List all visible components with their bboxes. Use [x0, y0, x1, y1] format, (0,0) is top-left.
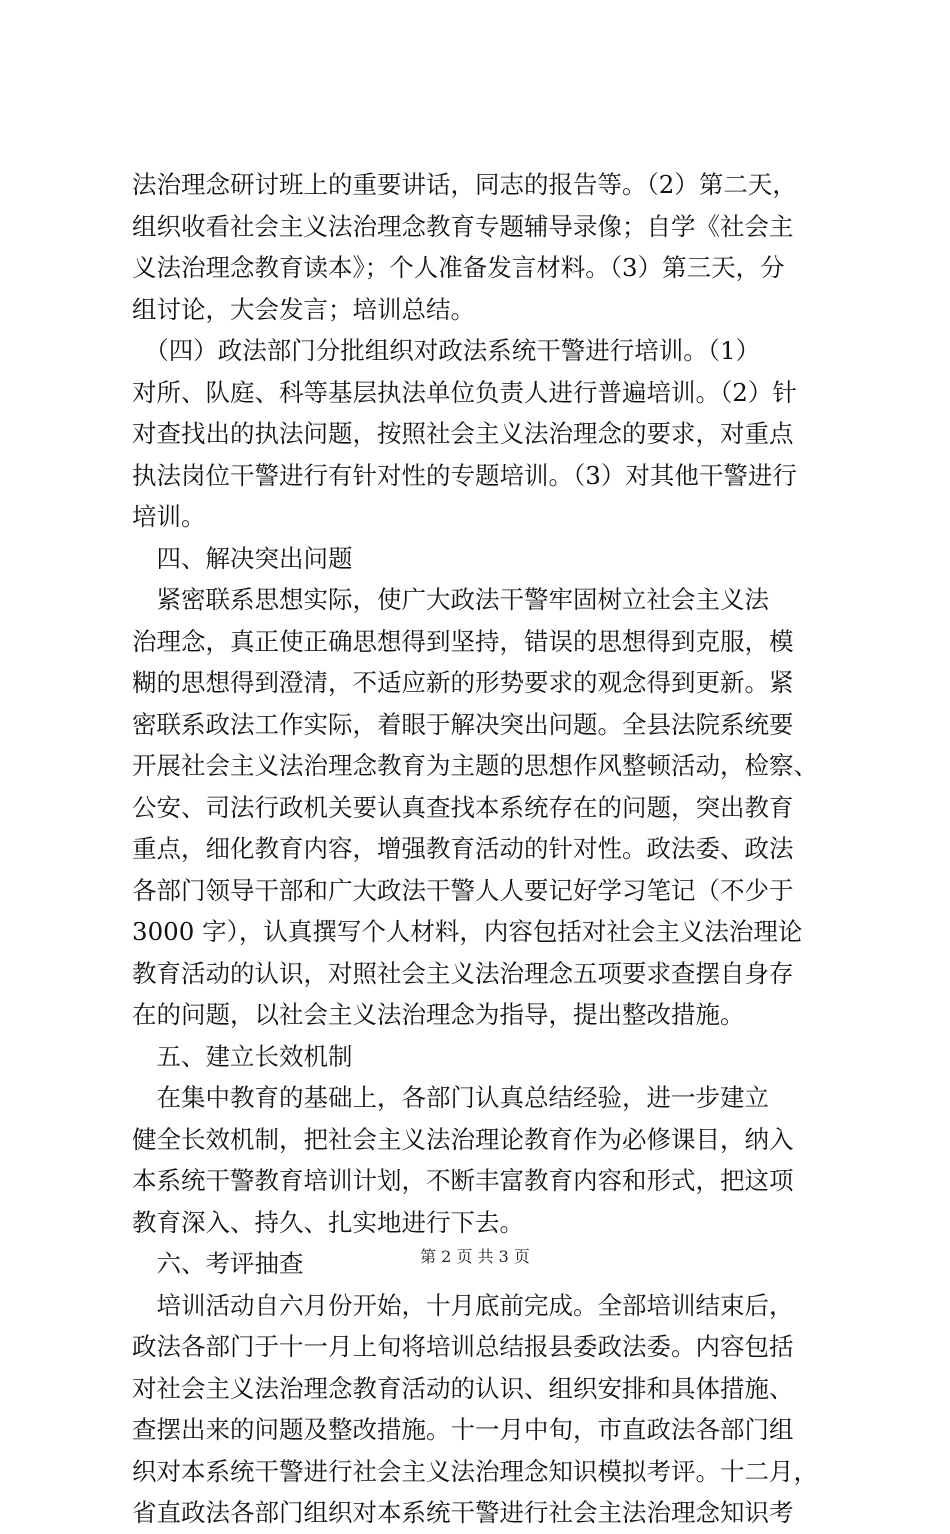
text-line: 在的问题，以社会主义法治理念为指导，提出整改措施。 — [132, 1000, 745, 1029]
text-line: （四）政法部门分批组织对政法系统干警进行培训。（1） — [132, 336, 761, 365]
text-line: 开展社会主义法治理念教育为主题的思想作风整顿活动，检察、 — [132, 751, 818, 780]
text-line: 糊的思想得到澄清，不适应新的形势要求的观念得到更新。紧 — [132, 668, 794, 697]
text-line: 密联系政法工作实际，着眼于解决突出问题。全县法院系统要 — [132, 709, 794, 739]
text-line: 政法各部门于十一月上旬将培训总结报县委政法委。内容包括 — [132, 1332, 794, 1361]
text-line: 织对本系统干警进行社会主义法治理念知识模拟考评。十二月， — [132, 1456, 818, 1486]
text-line: 健全长效机制，把社会主义法治理论教育作为必修课目，纳入 — [132, 1124, 794, 1154]
text-line: 紧密联系思想实际，使广大政法干警牢固树立社会主义法 — [132, 585, 769, 614]
text-line: 组织收看社会主义法治理念教育专题辅导录像；自学《社会主 — [132, 211, 794, 241]
text-line: 教育活动的认识，对照社会主义法治理念五项要求查摆自身存 — [132, 958, 794, 988]
section-heading: 四、解决突出问题 — [132, 543, 353, 573]
text-line: 查摆出来的问题及整改措施。十一月中旬，市直政法各部门组 — [132, 1415, 794, 1444]
text-line: 对查找出的执法问题，按照社会主义法治理念的要求，对重点 — [132, 419, 794, 448]
text-line: 培训活动自六月份开始，十月底前完成。全部培训结束后， — [132, 1290, 794, 1320]
text-line: 对所、队庭、科等基层执法单位负责人进行普遍培训。（2）针 — [132, 377, 797, 407]
section-heading: 五、建立长效机制 — [132, 1041, 353, 1071]
text-line: 教育深入、持久、扎实地进行下去。 — [132, 1207, 524, 1237]
text-line: 3000 字），认真撰写个人材料，内容包括对社会主义法治理论 — [132, 917, 803, 946]
text-line: 义法治理念教育读本》；个人准备发言材料。（3）第三天，分 — [132, 253, 785, 282]
text-line: 重点，细化教育内容，增强教育活动的针对性。政法委、政法 — [132, 834, 794, 863]
text-line: 本系统干警教育培训计划，不断丰富教育内容和形式，把这项 — [132, 1166, 794, 1195]
section-heading: 六、考评抽查 — [132, 1249, 304, 1278]
body-text — [132, 164, 840, 1534]
text-line: 执法岗位干警进行有针对性的专题培训。（3）对其他干警进行 — [132, 460, 797, 490]
text-line: 治理念，真正使正确思想得到坚持，错误的思想得到克服，模 — [132, 626, 794, 656]
text-line: 法治理念研讨班上的重要讲话，同志的报告等。（2）第二天， — [132, 170, 797, 199]
text-line: 对社会主义法治理念教育活动的认识、组织安排和具体措施、 — [132, 1373, 794, 1403]
text-line: 省直政法各部门组织对本系统干警进行社会主法治理念知识考 — [132, 1498, 794, 1527]
text-line: 公安、司法行政机关要认真查找本系统存在的问题，突出教育 — [132, 792, 794, 822]
text-line: 组讨论，大会发言；培训总结。 — [132, 294, 475, 324]
text-line: 各部门领导干部和广大政法干警人人要记好学习笔记（不少于 — [132, 875, 794, 905]
page-number-footer: 第 2 页 共 3 页 — [420, 1247, 530, 1266]
text-line: 培训。 — [132, 502, 206, 531]
text-line: 在集中教育的基础上，各部门认真总结经验，进一步建立 — [132, 1083, 769, 1112]
